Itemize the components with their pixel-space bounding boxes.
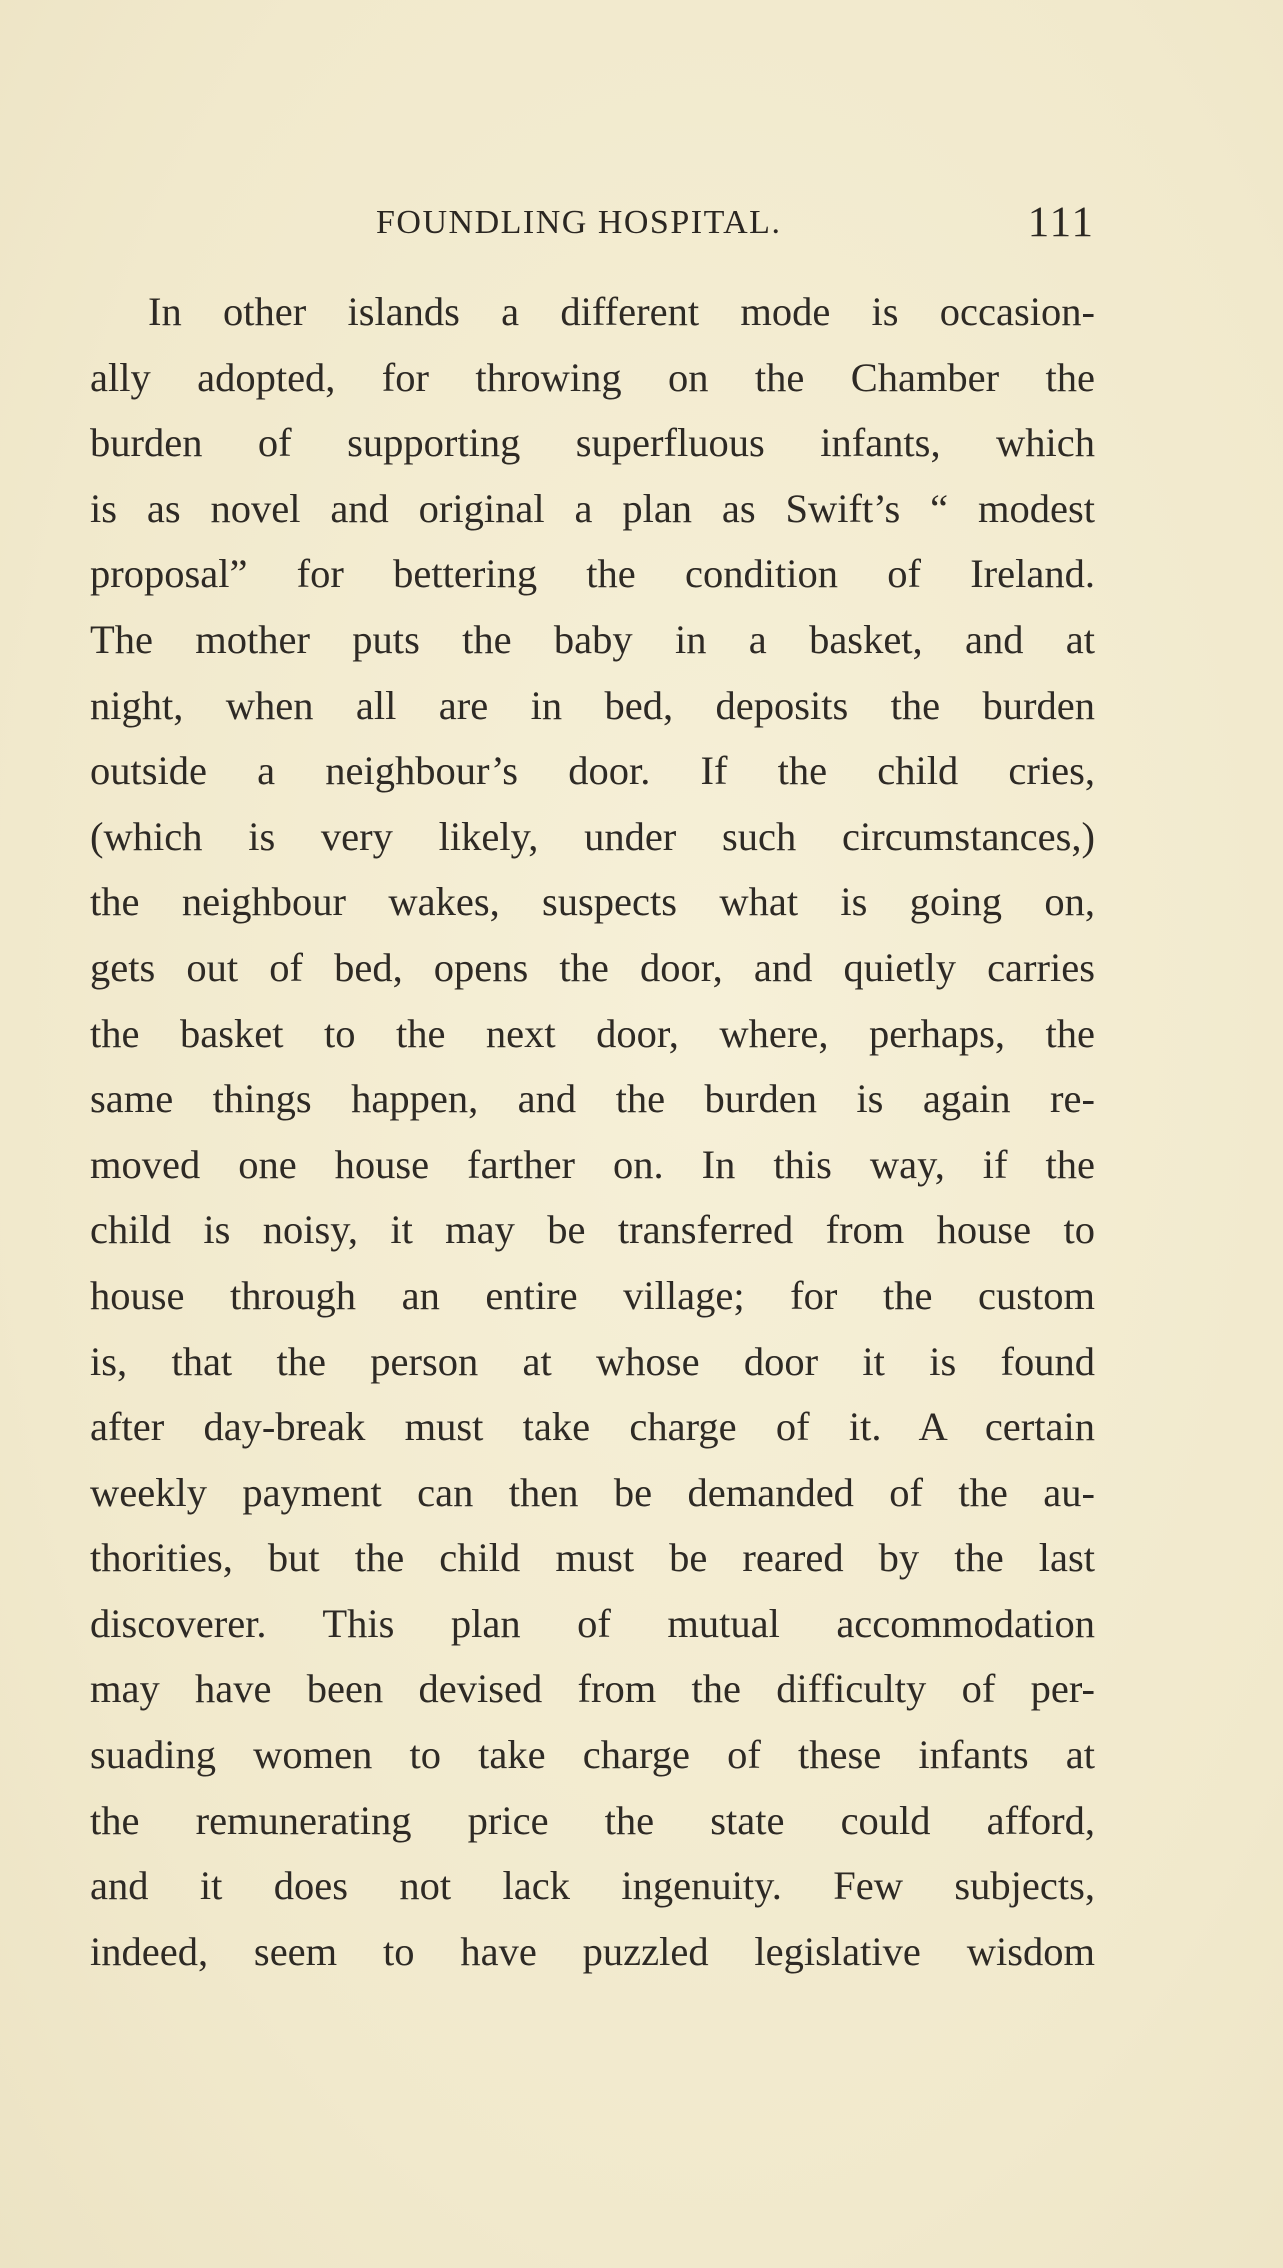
text-line: proposal” for bettering the condition of Ireland.: [90, 551, 1095, 597]
text-line: In other islands a different mode is occasion-: [148, 289, 1095, 334]
page-number: 111: [1027, 199, 1095, 246]
text-line: gets out of bed, opens the door, and quietly carries: [90, 944, 1095, 990]
text-line: and it does not lack ingenuity. Few subjects,: [90, 1863, 1095, 1909]
text-line: moved one house farther on. In this way, if the: [90, 1141, 1095, 1187]
text-line: The mother puts the baby in a basket, and at: [90, 616, 1095, 662]
running-head: [90, 196, 1095, 250]
text-line: child is noisy, it may be transferred from house to: [90, 1207, 1095, 1253]
text-line: ally adopted, for throwing on the Chamber the: [90, 354, 1095, 400]
body-text: [90, 279, 1095, 1984]
text-line: indeed, seem to have puzzled legislative wisdom: [90, 1928, 1095, 1974]
text-line: may have been devised from the difficulty of per-: [90, 1666, 1095, 1712]
text-line: thorities, but the child must be reared by the last: [90, 1535, 1095, 1581]
running-title: FOUNDLING HOSPITAL.: [376, 204, 782, 241]
text-line: the remunerating price the state could afford,: [90, 1797, 1095, 1843]
text-line: suading women to take charge of these infants at: [90, 1732, 1095, 1778]
text-line: same things happen, and the burden is again re-: [90, 1076, 1095, 1122]
text-line: the neighbour wakes, suspects what is going on,: [90, 879, 1095, 925]
text-line: the basket to the next door, where, perhaps, the: [90, 1010, 1095, 1056]
text-line: weekly payment can then be demanded of the au-: [90, 1469, 1095, 1515]
text-line: is as novel and original a plan as Swift’s “ modest: [90, 485, 1095, 531]
text-line: outside a neighbour’s door. If the child cries,: [90, 748, 1095, 794]
text-line: after day-break must take charge of it. A certain: [90, 1404, 1095, 1450]
text-line: is, that the person at whose door it is found: [90, 1338, 1095, 1384]
text-line: house through an entire village; for the custom: [90, 1272, 1095, 1318]
text-line: discoverer. This plan of mutual accommodation: [90, 1600, 1095, 1646]
text-line: night, when all are in bed, deposits the burden: [90, 682, 1095, 728]
text-line: burden of supporting superfluous infants, which: [90, 420, 1095, 466]
text-line: (which is very likely, under such circumstances,): [90, 813, 1095, 859]
